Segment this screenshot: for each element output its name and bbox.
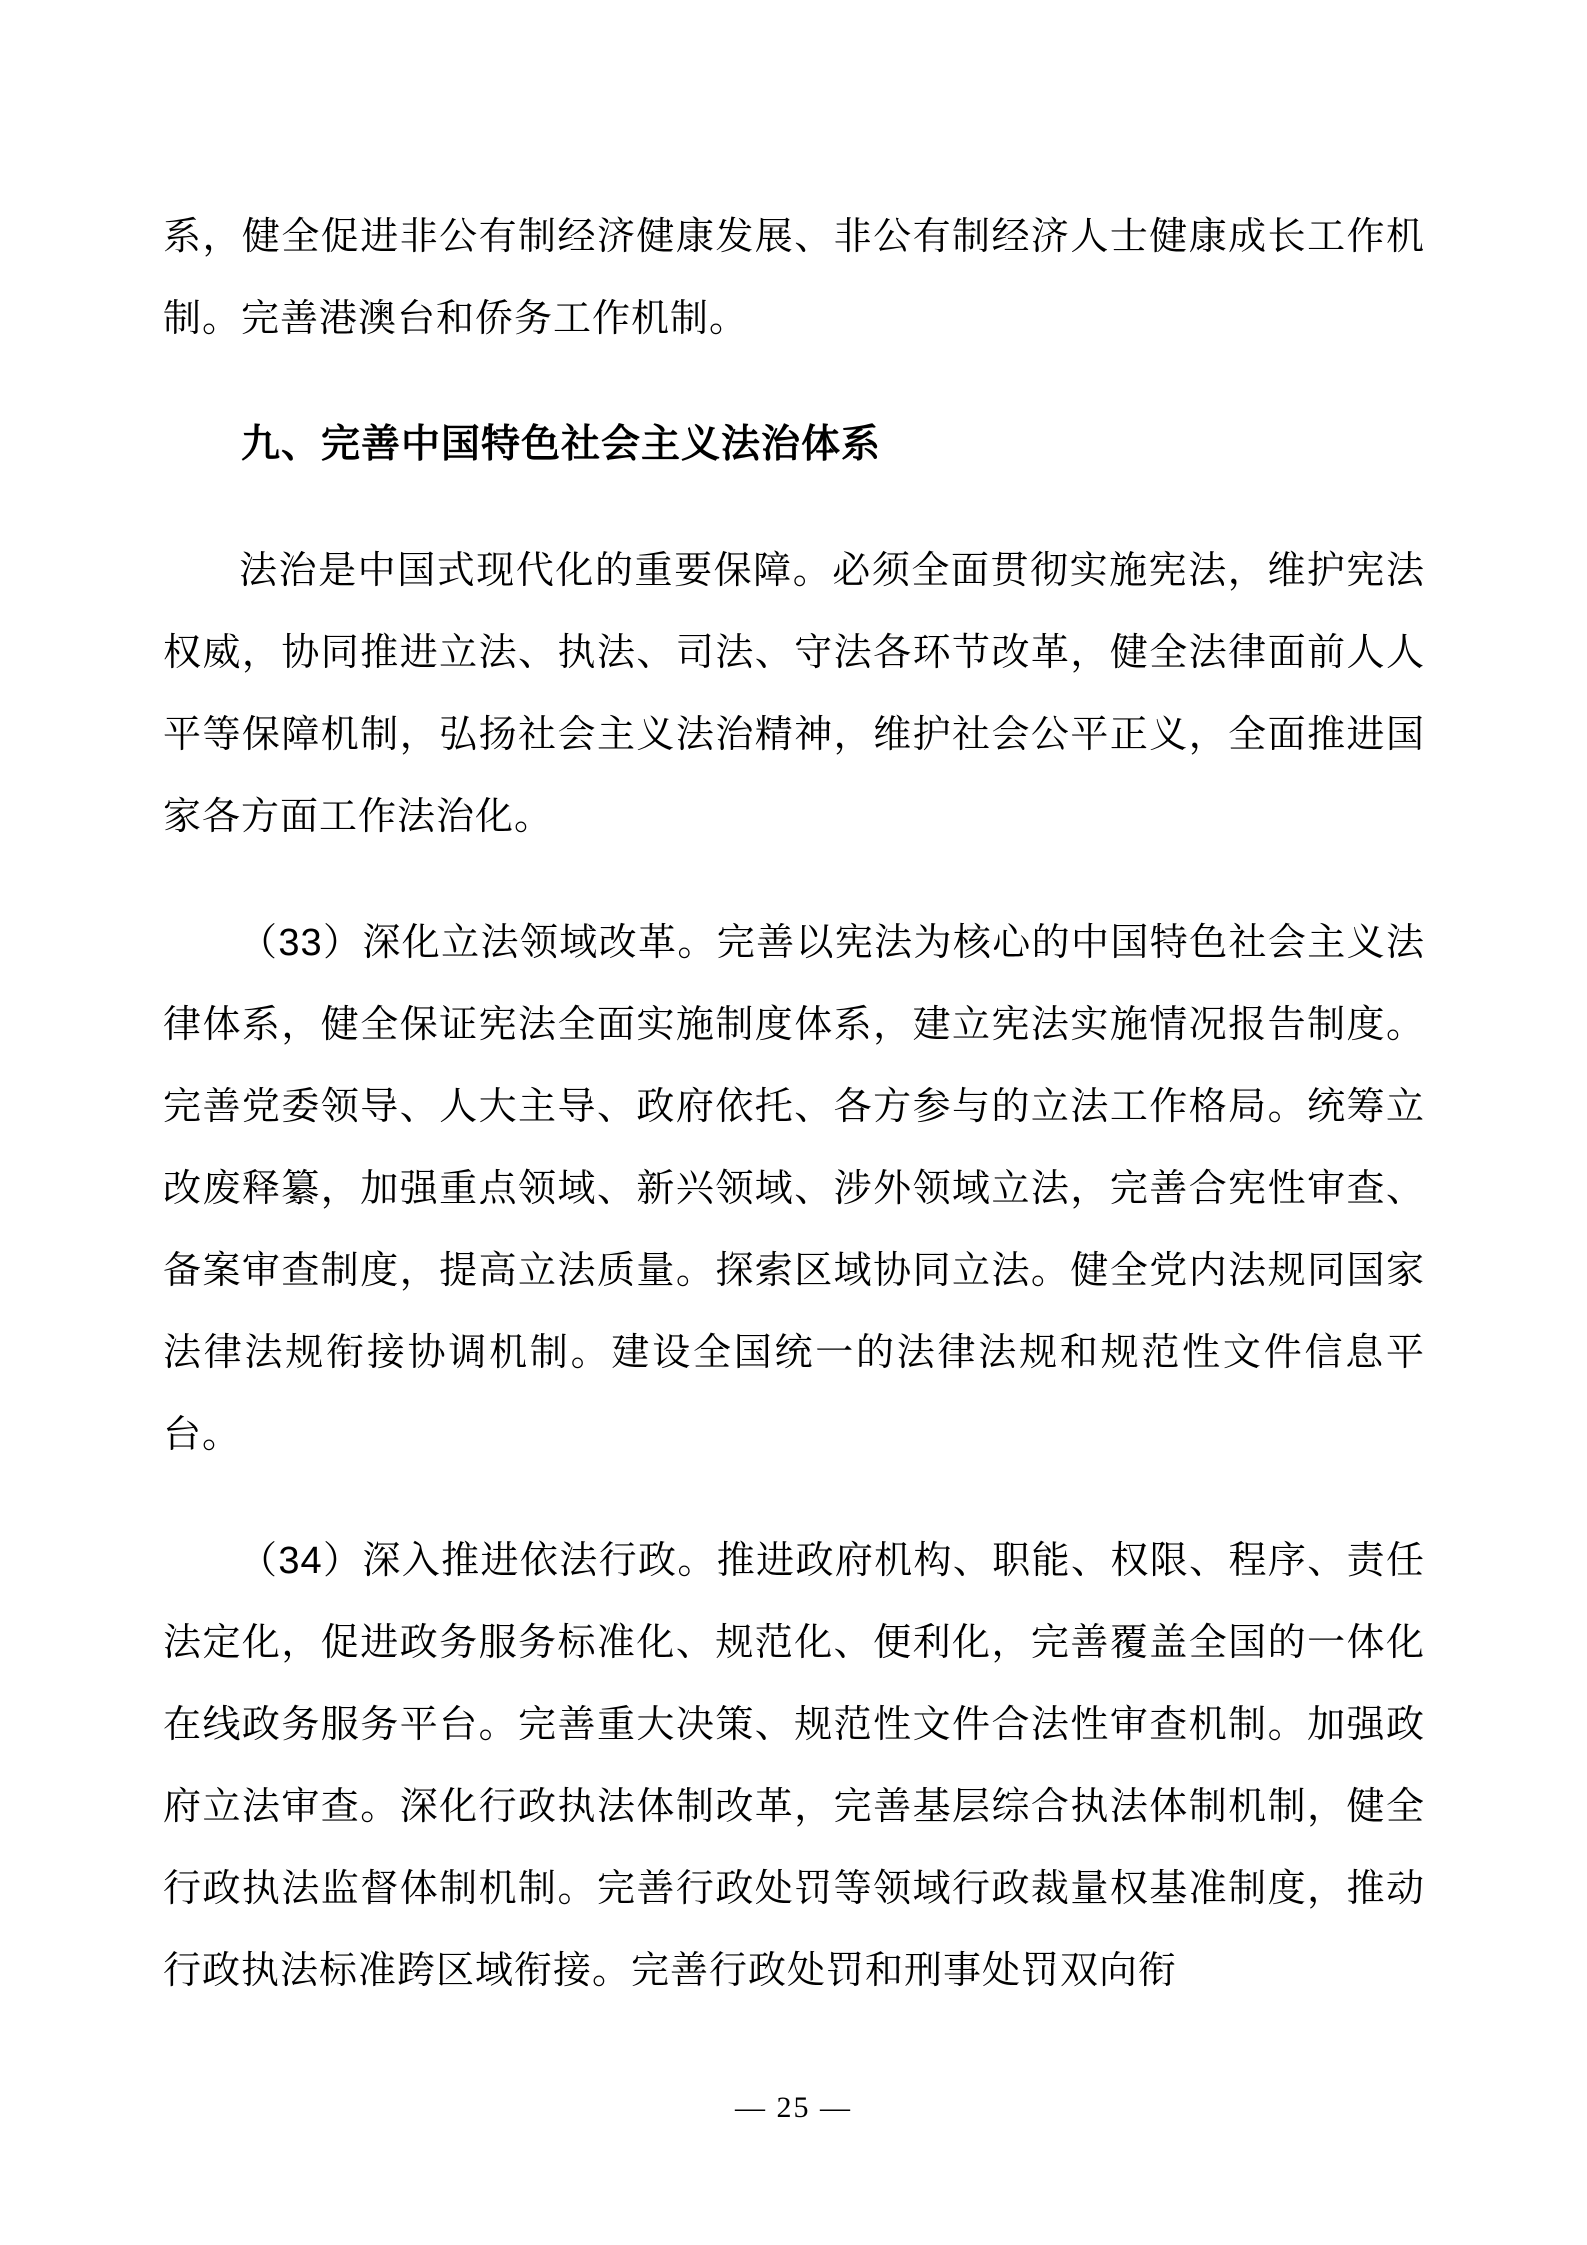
document-body bbox=[163, 196, 1425, 2056]
section-heading: 九、完善中国特色社会主义法治体系 bbox=[241, 423, 882, 466]
paragraph-continuation: 系，健全促进非公有制经济健康发展、非公有制经济人士健康成长工作机制。完善港澳台和侨务工作机制。 bbox=[163, 216, 1425, 340]
page-number: — 25 — bbox=[735, 2091, 852, 2124]
paragraph: 法治是中国式现代化的重要保障。必须全面贯彻实施宪法，维护宪法权威，协同推进立法、执法、司法、守法各环节改革，健全法律面前人人平等保障机制，弘扬社会主义法治精神，维护社会公平正义，全面推进国家各方面工作法治化。 bbox=[163, 550, 1425, 838]
paragraph-item-33: （33）深化立法领域改革。完善以宪法为核心的中国特色社会主义法律体系，健全保证宪法全面实施制度体系，建立宪法实施情况报告制度。完善党委领导、人大主导、政府依托、各方参与的立法工作格局。统筹立改废释纂，加强重点领域、新兴领域、涉外领域立法，完善合宪性审查、备案审查制度，提高立法质量。探索区域协同立法。健全党内法规同国家法律法规衔接协调机制。建设全国统一的法律法规和规范性文件信息平台。 bbox=[163, 922, 1425, 1456]
paragraph-item-34: （34）深入推进依法行政。推进政府机构、职能、权限、程序、责任法定化，促进政务服务标准化、规范化、便利化，完善覆盖全国的一体化在线政务服务平台。完善重大决策、规范性文件合法性审查机制。加强政府立法审查。深化行政执法体制改革，完善基层综合执法体制机制，健全行政执法监督体制机制。完善行政处罚等领域行政裁量权基准制度，推动行政执法标准跨区域衔接。完善行政处罚和刑事处罚双向衔 bbox=[163, 1540, 1425, 1992]
